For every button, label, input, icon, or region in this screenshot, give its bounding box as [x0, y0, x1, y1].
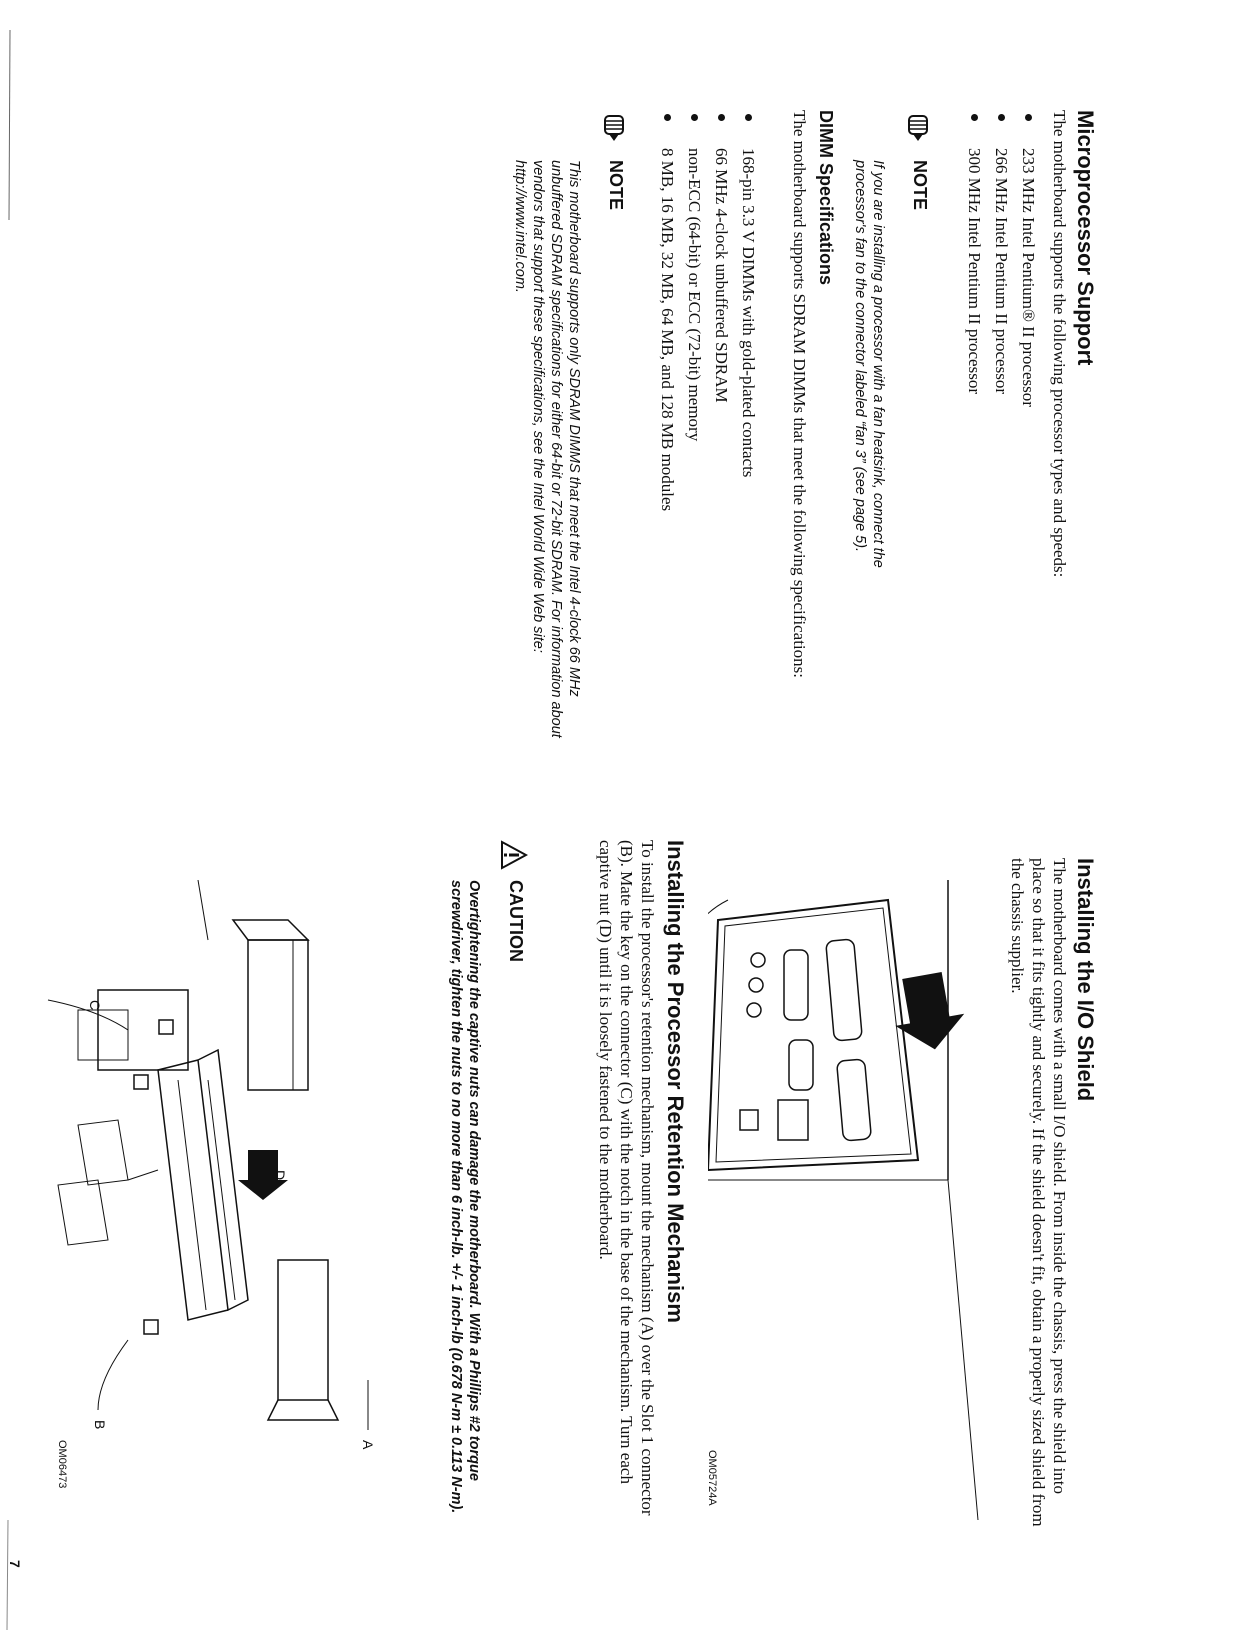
callout-b: B [92, 1420, 108, 1430]
callout-a: A [360, 1440, 376, 1450]
caution-text: Overtightening the captive nuts can damage the motherboard. With a Phillips #2 torque screwdriver, tighten the nuts to no more than 6 inch-lb. +/- 1 inch-lb (0.678 N-m ± 0.113 N-m). [448, 880, 483, 1514]
list-item: 266 MHz Intel Pentium II processor [988, 110, 1015, 407]
callout-d: D [272, 1170, 288, 1181]
page-number: 7 [7, 1560, 23, 1568]
note-text: This motherboard supports only SDRAM DIMMS that meet the Intel 4-clock 66 MHz unbuffered SDRAM specifications for either 64-bit or 72-bit SDRAM. For information about vendors that support these specifications, see the Intel World Wide Web site: http://www.intel.com. [512, 160, 583, 738]
note-title: NOTE [910, 160, 930, 211]
list-item: 233 MHz Intel Pentium® II processor [1015, 110, 1042, 407]
bullet-icon [1025, 114, 1032, 121]
retention-heading: Installing the Processor Retention Mechanism [663, 840, 688, 1323]
list-item: 8 MB, 16 MB, 32 MB, 64 MB, and 128 MB modules [654, 110, 681, 511]
note-text: If you are installing a processor with a fan heatsink, connect the processor's fan to the connector labeled “fan 3” (see page 5). [852, 160, 887, 568]
list-item: 66 MHz 4-clock unbuffered SDRAM [708, 110, 735, 511]
bullet-icon [998, 114, 1005, 121]
callout-c: C [87, 1000, 103, 1011]
list-item: non-ECC (64-bit) or ECC (72-bit) memory [681, 110, 708, 511]
dimm-list [654, 110, 762, 511]
note-pencil-icon [600, 113, 628, 143]
io-shield-heading: Installing the I/O Shield [1073, 858, 1098, 1102]
note-title: NOTE [606, 160, 626, 211]
io-shield-figure [708, 880, 1008, 1520]
bullet-icon [718, 114, 725, 121]
figure-id-label: OM06473 [56, 1440, 68, 1489]
io-shield-text: The motherboard comes with a small I/O shield. From inside the chassis, press the shield into place so that it fits tightly and securely. If the shield doesn't fit, obtain a properly sized shield from the chassis supplier. [1008, 858, 1069, 1527]
caution-title: CAUTION [506, 880, 526, 962]
retention-mechanism-figure [8, 880, 428, 1520]
warning-icon [500, 840, 528, 870]
bullet-icon [971, 114, 978, 121]
bullet-icon [745, 114, 752, 121]
list-item: 168-pin 3.3 V DIMMs with gold-plated contacts [735, 110, 762, 511]
figure-id-label: OM05724A [706, 1450, 718, 1506]
processor-list [961, 110, 1042, 407]
note-pencil-icon [904, 113, 932, 143]
dimm-heading: DIMM Specifications [816, 110, 836, 286]
microprocessor-intro: The motherboard supports the following processor types and speeds: [1050, 110, 1069, 578]
microprocessor-heading: Microprocessor Support [1073, 110, 1098, 366]
bullet-icon [691, 114, 698, 121]
dimm-intro: The motherboard supports SDRAM DIMMs that meet the following specifications: [790, 110, 809, 678]
bullet-icon [664, 114, 671, 121]
list-item: 300 MHz Intel Pentium II processor [961, 110, 988, 407]
retention-text: To install the processor's retention mechanism, mount the mechanism (A) over the Slot 1 connector (B). Mate the key on the connector (C) with the notch in the base of the mechanism. Turn each captive nut (D) until it is loosely fastened to the motherboard. [596, 840, 657, 1516]
